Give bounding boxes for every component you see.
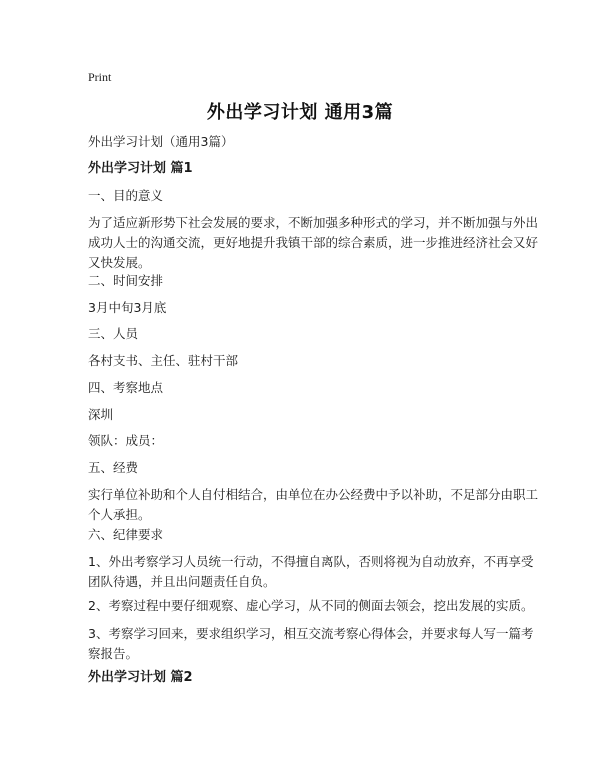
funding-paragraph bbox=[88, 485, 539, 525]
paragraph-line: 成功人士的沟通交流，更好地提升我镇干部的综合素质，进一步推进经济社会又好 bbox=[88, 235, 539, 250]
paragraph-line: 又快发展。 bbox=[88, 255, 151, 270]
location-heading: 四、考察地点 bbox=[88, 380, 164, 395]
paragraph-line: 3、考察学习回来，要求组织学习，相互交流考察心得体会，并要求每人写一篇考 bbox=[88, 626, 534, 641]
section-2-heading: 外出学习计划 篇2 bbox=[88, 670, 193, 685]
paragraph-line: 实行单位补助和个人自付相结合，由单位在办公经费中予以补助，不足部分由职工 bbox=[88, 487, 539, 502]
schedule-heading: 二、时间安排 bbox=[88, 273, 164, 288]
purpose-paragraph bbox=[88, 213, 539, 273]
paragraph-line: 2、考察过程中要仔细观察、虚心学习，从不同的侧面去领会，挖出发展的实质。 bbox=[88, 598, 534, 613]
people-heading: 三、人员 bbox=[88, 326, 139, 341]
paragraph-line: 为了适应新形势下社会发展的要求，不断加强多种形式的学习，并不断加强与外出 bbox=[88, 215, 539, 230]
paragraph-line: 团队待遇，并且出问题责任自负。 bbox=[88, 574, 276, 589]
discipline-heading: 六、纪律要求 bbox=[88, 527, 164, 542]
paragraph-line: 个人承担。 bbox=[88, 507, 151, 522]
section-1-heading: 外出学习计划 篇1 bbox=[88, 161, 193, 176]
leader-text: 领队：成员： bbox=[88, 433, 164, 448]
paragraph-line: 1、外出考察学习人员统一行动，不得擅自离队，否则将视为自动放弃，不再享受 bbox=[88, 554, 534, 569]
rule-2-paragraph bbox=[88, 596, 534, 616]
rule-3-paragraph bbox=[88, 624, 534, 664]
rule-1-paragraph bbox=[88, 552, 534, 592]
paragraph-line: 察报告。 bbox=[88, 646, 139, 661]
intro-text: 外出学习计划（通用3篇） bbox=[88, 134, 234, 149]
print-link[interactable]: Print bbox=[88, 70, 112, 84]
people-text: 各村支书、主任、驻村干部 bbox=[88, 353, 239, 368]
funding-heading: 五、经费 bbox=[88, 460, 139, 475]
location-text: 深圳 bbox=[88, 407, 114, 422]
schedule-text: 3月中旬3月底 bbox=[88, 300, 167, 315]
page-title: 外出学习计划 通用3篇 bbox=[206, 102, 394, 123]
purpose-heading: 一、目的意义 bbox=[88, 188, 164, 203]
